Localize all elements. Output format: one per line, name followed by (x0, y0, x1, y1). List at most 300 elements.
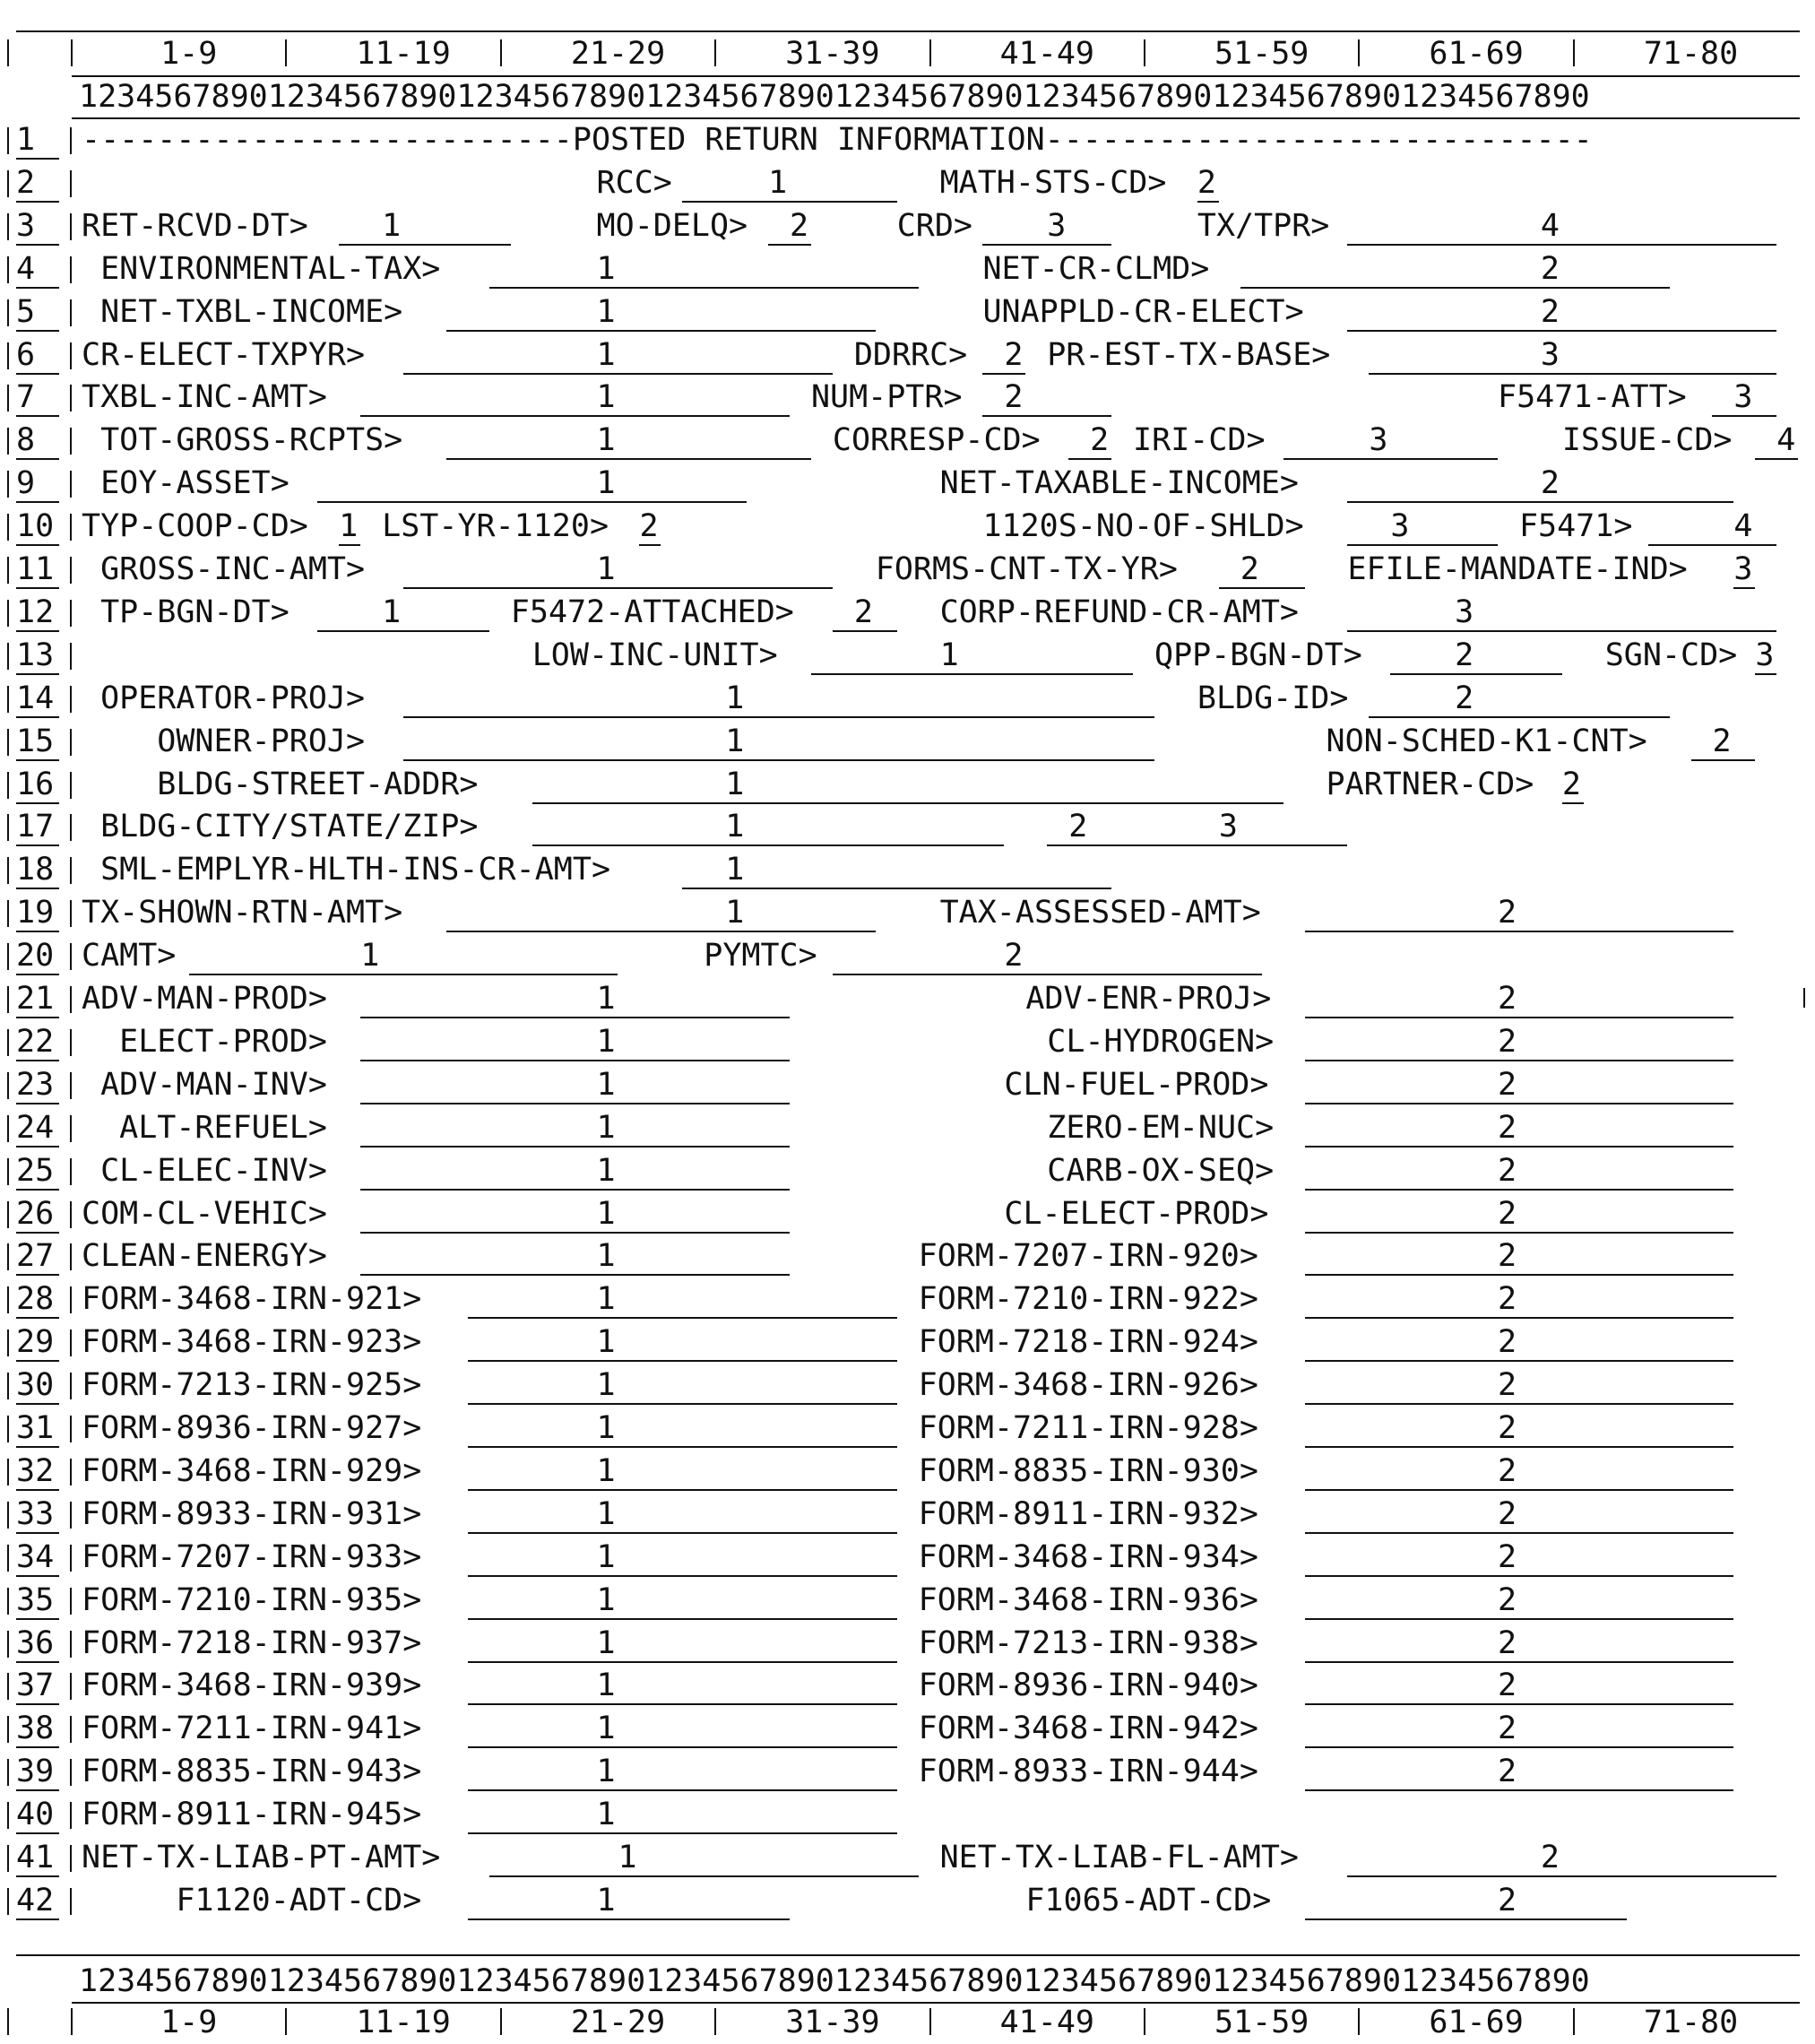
field-input-underline[interactable] (1305, 1789, 1734, 1791)
field-value[interactable]: 3 (1455, 593, 1474, 630)
field-label: ENVIRONMENTAL-TAX> (82, 250, 441, 287)
row-separator (70, 170, 72, 197)
field-input-underline[interactable] (468, 1489, 897, 1491)
row-number-underline (16, 1360, 59, 1362)
field-value[interactable]: 1 (596, 1109, 616, 1146)
field-value[interactable]: 1 (596, 1066, 616, 1103)
field-value[interactable]: 2 (1498, 1624, 1517, 1661)
field-value[interactable]: 2 (790, 207, 809, 244)
row-number-underline (16, 1703, 59, 1705)
field-value[interactable]: 2 (1498, 1754, 1517, 1790)
field-value[interactable]: 2 (1498, 1152, 1517, 1189)
field-value[interactable]: 2 (1498, 1195, 1517, 1232)
field-input-underline[interactable] (1648, 544, 1777, 546)
left-border (7, 1115, 9, 1142)
field-label: F5472-ATTACHED> (510, 593, 794, 630)
field-value[interactable]: 1 (382, 593, 402, 630)
field-input-underline[interactable] (1347, 244, 1776, 246)
field-label: ADV-MAN-INV> (82, 1066, 327, 1103)
field-value[interactable]: 2 (1240, 551, 1259, 587)
field-label: NET-CR-CLMD> (982, 250, 1210, 287)
field-label: SGN-CD> (1604, 637, 1738, 673)
field-label: MATH-STS-CD> (939, 164, 1167, 201)
field-label: ADV-MAN-PROD> (82, 981, 327, 1017)
field-value[interactable]: 1 (725, 809, 745, 845)
field-value[interactable]: 1 (596, 1797, 616, 1833)
row-number: 31 (16, 1410, 55, 1446)
field-label: OPERATOR-PROJ> (82, 680, 366, 716)
field-value[interactable]: 3 (1218, 809, 1238, 845)
row-number-underline (16, 1575, 59, 1577)
field-label: SML-EMPLYR-HLTH-INS-CR-AMT> (82, 852, 611, 888)
field-input-underline[interactable] (468, 1403, 897, 1405)
field-value[interactable]: 1 (596, 1152, 616, 1189)
field-input-underline[interactable] (468, 1661, 897, 1663)
field-value[interactable]: 2 (1540, 250, 1560, 287)
left-border (7, 1416, 9, 1442)
field-input-underline[interactable] (1369, 716, 1669, 718)
row-number-underline (16, 1317, 59, 1319)
field-input-underline[interactable] (1305, 931, 1734, 932)
row-number-underline (16, 1746, 59, 1748)
field-input-underline[interactable] (360, 1274, 790, 1276)
field-input-underline[interactable] (468, 1360, 897, 1362)
field-input-underline[interactable] (1369, 373, 1776, 375)
field-value[interactable]: 3 (1369, 422, 1388, 459)
field-input-underline[interactable] (1305, 1146, 1734, 1148)
field-label: FORM-3468-IRN-923> (82, 1324, 422, 1361)
field-value[interactable]: 2 (1498, 1495, 1517, 1532)
field-input-underline[interactable] (1347, 544, 1498, 546)
row-separator (70, 814, 72, 841)
field-input-underline[interactable] (1305, 1618, 1734, 1620)
field-input-underline[interactable] (982, 415, 1111, 417)
field-input-underline[interactable] (1305, 1274, 1734, 1276)
ruler-group-separator (285, 2008, 287, 2035)
field-input-underline[interactable] (468, 1532, 897, 1534)
field-value[interactable]: 1 (725, 766, 745, 802)
field-input-underline[interactable] (468, 1789, 897, 1791)
field-label: BLDG-ID> (1197, 680, 1349, 716)
field-input-underline[interactable] (403, 759, 1154, 761)
field-label: LST-YR-1120> (382, 508, 609, 545)
field-input-underline[interactable] (1305, 1317, 1734, 1319)
row-number: 11 (16, 551, 55, 587)
row-number: 32 (16, 1452, 55, 1489)
field-input-underline[interactable] (468, 1575, 897, 1577)
field-input-underline[interactable] (1347, 1875, 1776, 1877)
field-value[interactable]: 2 (1498, 1324, 1517, 1361)
field-value[interactable]: 2 (1498, 1410, 1517, 1446)
field-input-underline[interactable] (468, 1918, 790, 1920)
field-value[interactable]: 2 (1004, 938, 1024, 974)
field-value[interactable]: 1 (596, 1452, 616, 1489)
field-label: FORM-3468-IRN-929> (82, 1452, 422, 1489)
field-input-underline[interactable] (360, 415, 790, 417)
field-label: CARB-OX-SEQ> (1047, 1152, 1275, 1189)
field-input-underline[interactable] (317, 501, 747, 503)
field-value[interactable]: 2 (1561, 766, 1581, 802)
field-input-underline[interactable] (1390, 673, 1562, 675)
field-value[interactable]: 1 (596, 1410, 616, 1446)
row-separator (70, 1459, 72, 1485)
row-number-underline (16, 1618, 59, 1620)
ruler-group-separator (71, 39, 73, 66)
row-separator (70, 1673, 72, 1700)
row-number: 20 (16, 938, 55, 974)
ruler-group-label: 31-39 (785, 36, 880, 72)
row-number-underline (16, 1489, 59, 1491)
row-number: 26 (16, 1195, 55, 1232)
field-input-underline[interactable] (1283, 458, 1498, 460)
row-number-underline (16, 244, 59, 246)
field-input-underline[interactable] (446, 931, 876, 932)
left-border (7, 1158, 9, 1185)
ruler-group-separator (1144, 2008, 1145, 2035)
field-label: RCC> (596, 164, 672, 201)
field-input-underline[interactable] (833, 974, 1262, 975)
left-border (7, 514, 9, 541)
field-value[interactable]: 1 (596, 1238, 616, 1275)
field-label: IRI-CD> (1133, 422, 1266, 459)
field-value[interactable]: 1 (596, 1538, 616, 1575)
field-input-underline[interactable] (360, 1017, 790, 1018)
row-separator (70, 1631, 72, 1658)
field-input-underline[interactable] (360, 1146, 790, 1148)
field-label: FORM-7213-IRN-925> (82, 1367, 422, 1404)
row-separator (70, 772, 72, 799)
field-input-underline[interactable] (1347, 630, 1776, 632)
field-value[interactable]: 2 (1498, 1023, 1517, 1060)
row-separator (70, 900, 72, 927)
field-value[interactable]: 1 (596, 1281, 616, 1318)
field-value[interactable]: 2 (1498, 1667, 1517, 1704)
row-number: 14 (16, 680, 55, 716)
field-label: PR-EST-TX-BASE> (1047, 336, 1331, 373)
field-value[interactable]: 1 (596, 1367, 616, 1404)
field-value[interactable]: 1 (360, 938, 380, 974)
field-value[interactable]: 1 (596, 336, 616, 373)
field-value[interactable]: 2 (1498, 1452, 1517, 1489)
ruler-group-label: 1-9 (160, 36, 218, 72)
field-label: ELECT-PROD> (82, 1023, 327, 1060)
ruler-group-label: 41-49 (999, 36, 1094, 72)
row-number-underline (16, 1060, 59, 1061)
field-value[interactable]: 2 (1540, 1840, 1560, 1875)
field-input-underline[interactable] (1305, 1703, 1734, 1705)
field-value[interactable]: 4 (1540, 207, 1560, 244)
field-value[interactable]: 2 (1498, 1538, 1517, 1575)
field-value[interactable]: 1 (596, 1581, 616, 1618)
field-value[interactable]: 2 (853, 593, 873, 630)
ruler-group-separator (714, 2008, 716, 2035)
field-label: FORM-7207-IRN-920> (918, 1238, 1258, 1275)
field-label: F1120-ADT-CD> (82, 1882, 422, 1918)
field-input-underline[interactable] (1305, 1017, 1734, 1018)
field-value[interactable]: 3 (1755, 637, 1775, 673)
field-input-underline[interactable] (360, 1060, 790, 1061)
ruler-group-label: 1-9 (160, 2005, 218, 2040)
row-number-underline (16, 1875, 59, 1877)
field-input-underline[interactable] (189, 974, 618, 975)
field-value[interactable]: 1 (596, 1882, 616, 1918)
right-border (1803, 988, 1805, 1008)
field-value[interactable]: 1 (382, 207, 402, 244)
row-number: 4 (16, 250, 36, 287)
field-value[interactable]: 1 (596, 1195, 616, 1232)
field-value[interactable]: 2 (1090, 422, 1110, 459)
field-label: FORM-3468-IRN-936> (918, 1581, 1258, 1618)
ruler-group-label: 61-69 (1429, 36, 1524, 72)
row-separator (70, 1072, 72, 1099)
field-value[interactable]: 3 (1047, 207, 1067, 244)
row-separator (70, 729, 72, 756)
field-label: FORM-7211-IRN-928> (918, 1410, 1258, 1446)
row-separator (70, 1759, 72, 1786)
field-input-underline[interactable] (682, 201, 896, 203)
left-border (7, 1201, 9, 1228)
ruler-group-separator (1144, 39, 1145, 66)
field-value[interactable]: 2 (1004, 379, 1024, 416)
ruler-group-label: 61-69 (1429, 2005, 1524, 2040)
field-input-underline[interactable] (1305, 1403, 1734, 1405)
field-label: TP-BGN-DT> (82, 593, 290, 630)
field-value[interactable]: 1 (596, 1624, 616, 1661)
field-input-underline[interactable] (403, 716, 1154, 718)
left-border (7, 686, 9, 713)
field-value[interactable]: 3 (1733, 379, 1753, 416)
field-value[interactable]: 2 (1712, 723, 1732, 759)
left-border (7, 1888, 9, 1915)
row-separator (70, 428, 72, 455)
field-label: EOY-ASSET> (82, 465, 290, 502)
field-value[interactable]: 2 (1498, 1882, 1517, 1918)
field-value[interactable]: 2 (1540, 293, 1560, 330)
field-input-underline[interactable] (1305, 1661, 1734, 1663)
field-value[interactable]: 1 (768, 164, 788, 201)
field-value[interactable]: 1 (596, 1711, 616, 1747)
row-number: 17 (16, 809, 55, 845)
field-value[interactable]: 2 (1498, 1581, 1517, 1618)
field-label: NET-TX-LIAB-PT-AMT> (82, 1840, 441, 1875)
field-label: NON-SCHED-K1-CNT> (1326, 723, 1647, 759)
row-number: 40 (16, 1797, 55, 1833)
field-input-underline[interactable] (1305, 1489, 1734, 1491)
field-value[interactable]: 2 (1540, 465, 1560, 502)
field-value[interactable]: 1 (725, 680, 745, 716)
field-value[interactable]: 1 (339, 508, 359, 545)
field-value[interactable]: 1 (596, 551, 616, 587)
footer-digit-ruler: 12345678901234567890123456789012345678901234567890123456789012345678901234567890 (79, 1963, 1590, 1999)
ruler-group-separator (500, 39, 502, 66)
row-separator (70, 1888, 72, 1915)
field-value[interactable]: 3 (1733, 551, 1753, 587)
field-input-underline[interactable] (339, 244, 511, 246)
field-value[interactable]: 4 (1776, 422, 1796, 459)
row-separator (70, 557, 72, 584)
field-value[interactable]: 1 (596, 1754, 616, 1790)
row-separator (70, 385, 72, 411)
left-border (7, 213, 9, 240)
field-label: ADV-ENR-PROJ> (1025, 981, 1272, 1017)
field-value[interactable]: 1 (939, 637, 959, 673)
ruler-group-label: 71-80 (1643, 36, 1739, 72)
left-border (7, 1286, 9, 1313)
field-label: COM-CL-VEHIC> (82, 1195, 327, 1232)
field-input-underline[interactable] (468, 1703, 897, 1705)
ruler-group-label: 21-29 (570, 2005, 666, 2040)
field-input-underline[interactable] (403, 587, 833, 589)
field-value[interactable]: 2 (1004, 336, 1024, 373)
row-separator (70, 600, 72, 627)
field-input-underline[interactable] (1305, 1189, 1734, 1191)
left-border (7, 170, 9, 197)
field-value[interactable]: 2 (1498, 1281, 1517, 1318)
field-label: 1120S-NO-OF-SHLD> (982, 508, 1304, 545)
field-input-underline[interactable] (1347, 330, 1776, 332)
left-border (7, 1802, 9, 1829)
left-border (7, 643, 9, 670)
field-value[interactable]: 2 (1068, 809, 1088, 845)
field-input-underline[interactable] (532, 802, 1283, 804)
field-value[interactable]: 1 (596, 465, 616, 502)
left-border (7, 1243, 9, 1270)
field-input-underline[interactable] (360, 1232, 790, 1234)
field-label: CORP-REFUND-CR-AMT> (939, 593, 1299, 630)
row-separator (70, 1545, 72, 1572)
field-input-underline[interactable] (532, 844, 1005, 846)
field-value[interactable]: 1 (596, 981, 616, 1017)
field-value[interactable]: 1 (596, 422, 616, 459)
field-input-underline[interactable] (468, 1317, 897, 1319)
field-input-underline[interactable] (489, 287, 919, 289)
column-digit-ruler: 12345678901234567890123456789012345678901234567890123456789012345678901234567890 (79, 79, 1590, 115)
row-number: 1 (16, 122, 36, 158)
field-input-underline[interactable] (1305, 1532, 1734, 1534)
field-input-underline[interactable] (1305, 1575, 1734, 1577)
row-number: 19 (16, 895, 55, 931)
field-input-underline[interactable] (682, 888, 1111, 889)
field-label: FORM-7210-IRN-922> (918, 1281, 1258, 1318)
left-border (7, 471, 9, 498)
field-value[interactable]: 2 (1498, 1238, 1517, 1275)
left-border (7, 1502, 9, 1529)
field-value[interactable]: 2 (1455, 680, 1474, 716)
field-label: MO-DELQ> (596, 207, 748, 244)
field-value[interactable]: 2 (639, 508, 659, 545)
row-number: 28 (16, 1281, 55, 1318)
field-label: FORM-7218-IRN-937> (82, 1624, 422, 1661)
left-border (7, 1459, 9, 1485)
row-number: 41 (16, 1840, 55, 1875)
field-input-underline[interactable] (468, 1446, 897, 1448)
field-label: DDRRC> (853, 336, 968, 373)
field-input-underline[interactable] (1305, 1746, 1734, 1748)
field-value[interactable]: 2 (1498, 1711, 1517, 1747)
field-value[interactable]: 1 (596, 250, 616, 287)
field-input-underline[interactable] (1219, 587, 1305, 589)
field-label: ISSUE-CD> (1561, 422, 1733, 459)
field-value[interactable]: 3 (1390, 508, 1410, 545)
field-input-underline[interactable] (468, 1832, 897, 1834)
field-value[interactable]: 4 (1733, 508, 1753, 545)
row-number: 35 (16, 1581, 55, 1618)
field-input-underline[interactable] (1240, 287, 1670, 289)
row-number-underline (16, 587, 59, 589)
field-value[interactable]: 2 (1498, 981, 1517, 1017)
field-label: GROSS-INC-AMT> (82, 551, 366, 587)
row-number: 23 (16, 1066, 55, 1103)
field-value[interactable]: 2 (1498, 1367, 1517, 1404)
row-number: 25 (16, 1152, 55, 1189)
field-label: BLDG-CITY/STATE/ZIP> (82, 809, 479, 845)
field-value[interactable]: 3 (1540, 336, 1560, 373)
field-value[interactable]: 1 (725, 723, 745, 759)
field-label: CR-ELECT-TXPYR> (82, 336, 366, 373)
field-value[interactable]: 1 (596, 379, 616, 416)
row-number: 15 (16, 723, 55, 759)
field-input-underline[interactable] (1305, 1360, 1734, 1362)
field-input-underline[interactable] (360, 1189, 790, 1191)
field-value[interactable]: 1 (596, 1667, 616, 1704)
field-label: CL-HYDROGEN> (1047, 1023, 1275, 1060)
row-number-underline (16, 1232, 59, 1234)
field-input-underline[interactable] (1305, 1103, 1734, 1104)
field-label: FORM-7218-IRN-924> (918, 1324, 1258, 1361)
row-number-underline (16, 1189, 59, 1191)
field-label: NET-TX-LIAB-FL-AMT> (939, 1840, 1299, 1875)
field-value[interactable]: 1 (725, 895, 745, 931)
field-input-underline[interactable] (403, 373, 833, 375)
field-value[interactable]: 1 (725, 852, 745, 888)
field-input-underline[interactable] (468, 1746, 897, 1748)
field-label: TAX-ASSESSED-AMT> (939, 895, 1261, 931)
field-input-underline[interactable] (489, 1875, 919, 1877)
field-value[interactable]: 2 (1498, 1109, 1517, 1146)
field-input-underline[interactable] (446, 330, 876, 332)
row-separator (70, 943, 72, 970)
field-input-underline[interactable] (811, 673, 1133, 675)
field-value[interactable]: 1 (596, 1324, 616, 1361)
field-value[interactable]: 1 (596, 293, 616, 330)
field-input-underline[interactable] (1305, 1232, 1734, 1234)
ruler-group-separator (1573, 2008, 1575, 2035)
field-value[interactable]: 1 (618, 1840, 637, 1875)
row-number: 12 (16, 593, 55, 630)
field-value[interactable]: 2 (1197, 164, 1216, 201)
field-value[interactable]: 1 (596, 1023, 616, 1060)
field-input-underline[interactable] (1305, 1918, 1627, 1920)
field-value[interactable]: 2 (1498, 1066, 1517, 1103)
field-input-underline[interactable] (446, 458, 811, 460)
field-input-underline[interactable] (317, 630, 489, 632)
field-input-underline[interactable] (468, 1618, 897, 1620)
field-input-underline[interactable] (1305, 1060, 1734, 1061)
row-separator (70, 1158, 72, 1185)
field-value[interactable]: 1 (596, 1495, 616, 1532)
row-separator (70, 1286, 72, 1313)
left-border (7, 1631, 9, 1658)
field-value[interactable]: 2 (1498, 895, 1517, 931)
field-input-underline[interactable] (1305, 1446, 1734, 1448)
row-separator (70, 1201, 72, 1228)
row-number: 18 (16, 852, 55, 888)
field-value[interactable]: 2 (1455, 637, 1474, 673)
row-number-underline (16, 1017, 59, 1018)
row-number-underline (16, 201, 59, 203)
field-input-underline[interactable] (360, 1103, 790, 1104)
left-border (7, 1673, 9, 1700)
